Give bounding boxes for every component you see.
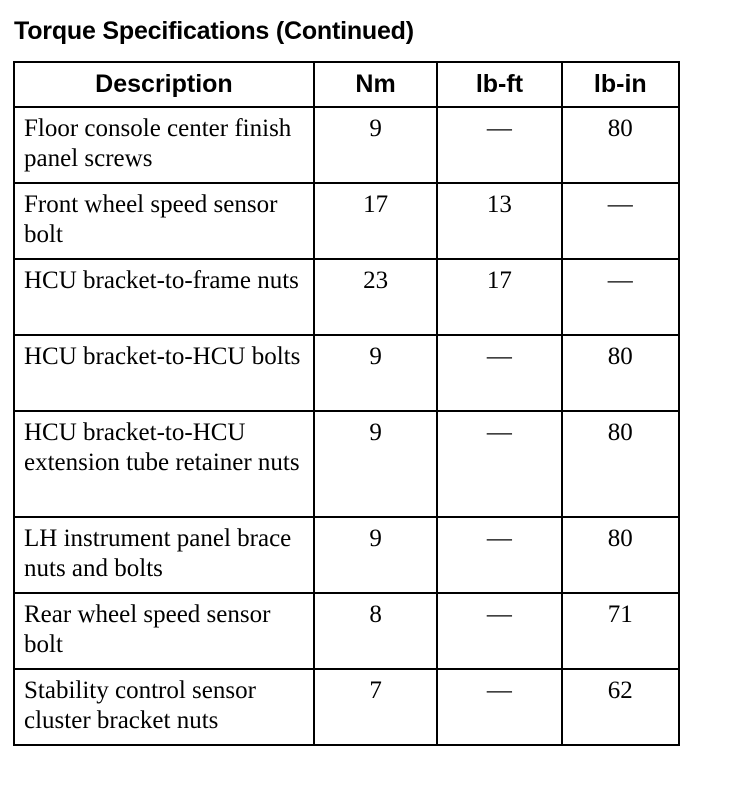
row-description: Front wheel speed sensor bolt xyxy=(14,183,314,259)
row-description: Rear wheel speed sensor bolt xyxy=(14,593,314,669)
row-lb-ft: — xyxy=(437,411,561,517)
row-lb-in: 80 xyxy=(562,411,679,517)
row-description: LH instrument panel brace nuts and bolts xyxy=(14,517,314,593)
row-lb-in: — xyxy=(562,183,679,259)
row-nm: 23 xyxy=(314,259,437,335)
header-nm: Nm xyxy=(314,62,437,107)
row-nm: 17 xyxy=(314,183,437,259)
row-nm: 9 xyxy=(314,107,437,183)
row-lb-ft: — xyxy=(437,335,561,411)
row-description: Stability control sensor cluster bracket nuts xyxy=(14,669,314,745)
page-title: Torque Specifications (Continued) xyxy=(14,17,414,45)
table-header-row xyxy=(14,62,679,107)
row-nm: 8 xyxy=(314,593,437,669)
row-lb-in: 71 xyxy=(562,593,679,669)
row-nm: 9 xyxy=(314,517,437,593)
row-lb-ft: 17 xyxy=(437,259,561,335)
row-lb-in: 80 xyxy=(562,335,679,411)
row-lb-ft: 13 xyxy=(437,183,561,259)
row-description: HCU bracket-to-frame nuts xyxy=(14,259,314,335)
row-lb-ft: — xyxy=(437,669,561,745)
row-nm: 9 xyxy=(314,411,437,517)
row-description: Floor console center finish panel screws xyxy=(14,107,314,183)
row-lb-in: 80 xyxy=(562,107,679,183)
row-lb-in: 80 xyxy=(562,517,679,593)
row-lb-in: — xyxy=(562,259,679,335)
torque-spec-table xyxy=(13,61,680,746)
table-row xyxy=(14,593,679,669)
row-description: HCU bracket-to-HCU bolts xyxy=(14,335,314,411)
row-description: HCU bracket-to-HCU extension tube retainer nuts xyxy=(14,411,314,517)
table-row xyxy=(14,517,679,593)
row-nm: 9 xyxy=(314,335,437,411)
row-lb-ft: — xyxy=(437,107,561,183)
row-lb-ft: — xyxy=(437,593,561,669)
row-lb-in: 62 xyxy=(562,669,679,745)
header-description: Description xyxy=(14,62,314,107)
table-row xyxy=(14,669,679,745)
row-lb-ft: — xyxy=(437,517,561,593)
row-nm: 7 xyxy=(314,669,437,745)
header-lb-in: lb-in xyxy=(562,62,679,107)
table-row xyxy=(14,183,679,259)
table-row xyxy=(14,335,679,411)
table-row xyxy=(14,411,679,517)
table-row xyxy=(14,107,679,183)
header-lb-ft: lb-ft xyxy=(437,62,561,107)
table-row xyxy=(14,259,679,335)
